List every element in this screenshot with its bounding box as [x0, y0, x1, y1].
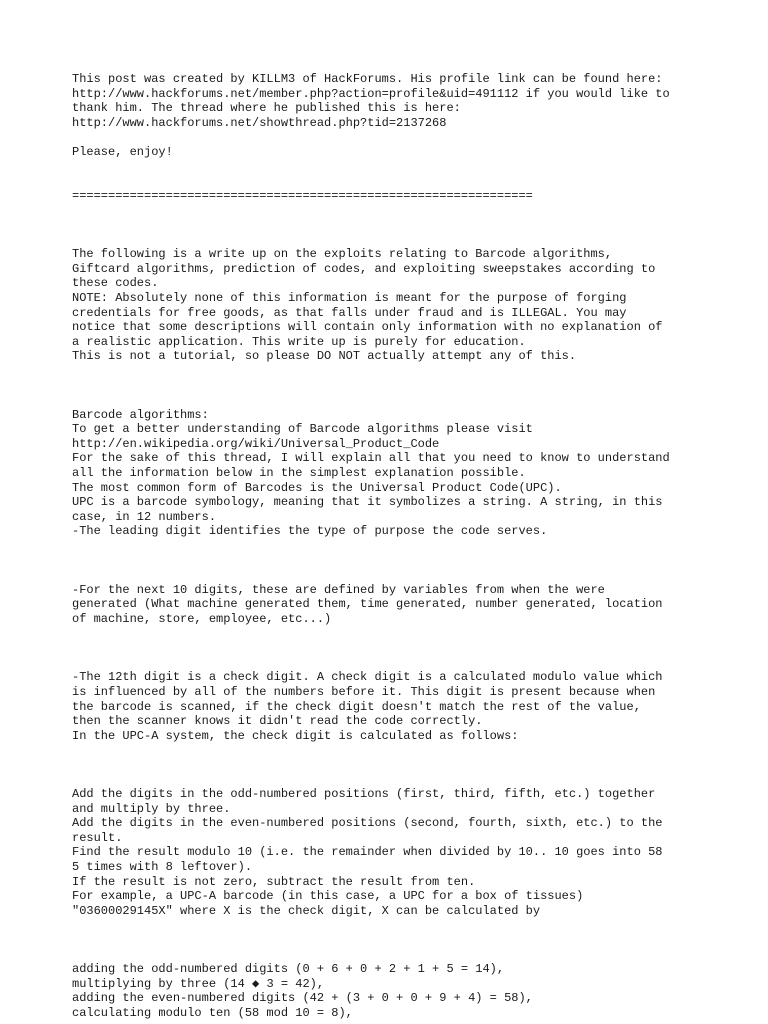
text-line: is influenced by all of the numbers before it. This digit is present because when — [72, 684, 656, 699]
text-line: case, in 12 numbers. — [72, 509, 217, 524]
blank-line — [72, 393, 732, 408]
text-line: -The 12th digit is a check digit. A check digit is a calculated modulo value which — [72, 670, 663, 685]
text-line: calculating modulo ten (58 mod 10 = 8), — [72, 1006, 353, 1020]
blank-line — [72, 743, 732, 758]
blank-line — [72, 378, 732, 393]
blank-line — [72, 160, 732, 175]
blank-line — [72, 218, 732, 233]
text-line: Barcode algorithms: — [72, 407, 209, 422]
blank-line — [72, 773, 732, 788]
text-line: all the information below in the simplest explanation possible. — [72, 466, 526, 481]
blank-line — [72, 233, 732, 248]
text-line: of machine, store, employee, etc...) — [72, 611, 332, 626]
blank-line — [72, 203, 732, 218]
text-line: This post was created by KILLM3 of HackForums. His profile link can be found here: — [72, 72, 663, 86]
text-line: adding the odd-numbered digits (0 + 6 + 0 + 2 + 1 + 5 = 14), — [72, 962, 505, 977]
blank-line — [72, 918, 732, 933]
text-line: thank him. The thread where he published this is here: — [72, 101, 461, 116]
text-line: "03600029145X" where X is the check digit, X can be calculated by — [72, 903, 541, 918]
text-line: This is not a tutorial, so please DO NOT actually attempt any of this. — [72, 349, 577, 364]
text-line: http://www.hackforums.net/showthread.php?tid=2137268 — [72, 115, 447, 130]
text-line: The following is a write up on the exploits relating to Barcode algorithms, — [72, 247, 613, 262]
text-line: result. — [72, 830, 123, 845]
text-line: The most common form of Barcodes is the Universal Product Code(UPC). — [72, 480, 562, 495]
document-page — [72, 72, 732, 1021]
blank-line — [72, 568, 732, 583]
text-line: Giftcard algorithms, prediction of codes, and exploiting sweepstakes according to — [72, 261, 656, 276]
text-line: 5 times with 8 leftover). — [72, 860, 253, 875]
text-line: -For the next 10 digits, these are defined by variables from when the were — [72, 582, 605, 597]
text-line: generated (What machine generated them, time generated, number generated, location — [72, 597, 663, 612]
blank-line — [72, 174, 732, 189]
text-line: For example, a UPC-A barcode (in this case, a UPC for a box of tissues) — [72, 889, 584, 904]
text-line: Add the digits in the odd-numbered positions (first, third, fifth, etc.) together — [72, 787, 656, 802]
blank-line — [72, 554, 732, 569]
text-line: http://en.wikipedia.org/wiki/Universal_Product_Code — [72, 436, 440, 451]
blank-line — [72, 627, 732, 642]
blank-line — [72, 933, 732, 948]
text-line: -The leading digit identifies the type of purpose the code serves. — [72, 524, 548, 539]
text-line: then the scanner knows it didn't read the code correctly. — [72, 714, 483, 729]
blank-line — [72, 656, 732, 671]
blank-line — [72, 641, 732, 656]
text-line: For the sake of this thread, I will explain all that you need to know to understand — [72, 451, 670, 466]
text-line: To get a better understanding of Barcode algorithms please visit — [72, 422, 533, 437]
text-line: the barcode is scanned, if the check digit doesn't match the rest of the value, — [72, 699, 641, 714]
blank-line — [72, 948, 732, 963]
blank-line — [72, 758, 732, 773]
text-line: credentials for free goods, as that falls under fraud and is ILLEGAL. You may — [72, 305, 627, 320]
text-line: In the UPC-A system, the check digit is calculated as follows: — [72, 728, 519, 743]
text-line: UPC is a barcode symbology, meaning that it symbolizes a string. A string, in this — [72, 495, 663, 510]
text-line: NOTE: Absolutely none of this information is meant for the purpose of forging — [72, 290, 627, 305]
text-line: Please, enjoy! — [72, 144, 173, 159]
text-line: these codes. — [72, 276, 159, 291]
blank-line — [72, 539, 732, 554]
text-line: Find the result modulo 10 (i.e. the remainder when divided by 10.. 10 goes into 58 — [72, 845, 663, 860]
text-line: Add the digits in the even-numbered positions (second, fourth, sixth, etc.) to the — [72, 816, 663, 831]
text-line: If the result is not zero, subtract the result from ten. — [72, 874, 476, 889]
text-line: and multiply by three. — [72, 801, 231, 816]
text-line: ================================================================ — [72, 188, 533, 203]
text-line: a realistic application. This write up is purely for education. — [72, 334, 526, 349]
text-line: adding the even-numbered digits (42 + (3 + 0 + 0 + 9 + 4) = 58), — [72, 991, 533, 1006]
blank-line — [72, 364, 732, 379]
text-line: multiplying by three (14 ◆ 3 = 42), — [72, 976, 325, 991]
text-line: http://www.hackforums.net/member.php?action=profile&uid=491112 if you would like to — [72, 86, 670, 101]
text-line: notice that some descriptions will contain only information with no explanation of — [72, 320, 663, 335]
blank-line — [72, 130, 732, 145]
